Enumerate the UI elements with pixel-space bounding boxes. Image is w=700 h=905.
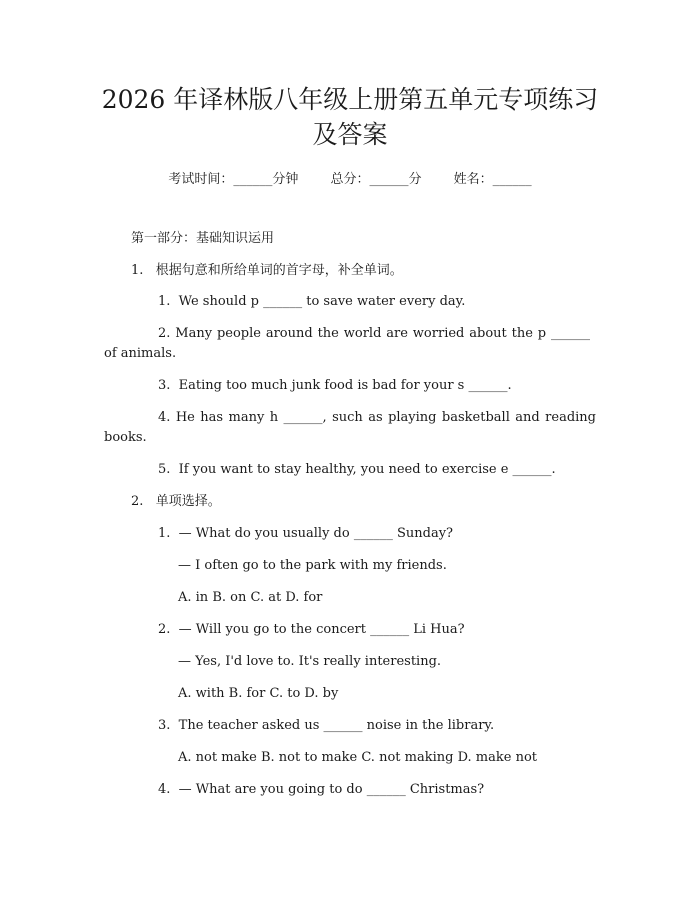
q1-item-4: 4. He has many h ______, such as playing basketball and reading xyxy=(158,410,596,425)
q1-item-2-continued: of animals. xyxy=(104,346,177,361)
question-1-heading: 1. 根据句意和所给单词的首字母，补全单词。 xyxy=(131,263,403,278)
q1-item-3: 3. Eating too much junk food is bad for your s ______. xyxy=(158,378,512,393)
q2-item-2-options: A. with B. for C. to D. by xyxy=(178,686,339,701)
q1-item-1: 1. We should p ______ to save water every day. xyxy=(158,294,466,309)
q2-item-4: 4. — What are you going to do ______ Christmas? xyxy=(158,782,485,797)
part-heading: 第一部分：基础知识运用 xyxy=(131,231,275,246)
q1-item-2: 2. Many people around the world are worried about the p ______ xyxy=(158,326,590,341)
q2-item-3-options: A. not make B. not to make C. not making D. make not xyxy=(178,750,537,765)
q2-item-1-options: A. in B. on C. at D. for xyxy=(178,590,323,605)
document-title-line-2: 及答案 xyxy=(312,120,388,149)
exam-meta xyxy=(0,168,700,187)
question-2-heading: 2. 单项选择。 xyxy=(131,494,221,509)
q2-item-3: 3. The teacher asked us ______ noise in the library. xyxy=(158,718,495,733)
exam-time: 考试时间：______分钟 xyxy=(168,172,299,187)
q1-item-5: 5. If you want to stay healthy, you need to exercise e ______. xyxy=(158,462,556,477)
q2-item-2: 2. — Will you go to the concert ______ Li Hua? xyxy=(158,622,465,637)
student-name: 姓名：______ xyxy=(453,172,532,187)
q2-item-2-answer: — Yes, I'd love to. It's really interesting. xyxy=(178,654,442,669)
q2-item-1: 1. — What do you usually do ______ Sunday? xyxy=(158,526,454,541)
document-title-line-1: 2026 年译林版八年级上册第五单元专项练习 xyxy=(101,85,599,114)
q1-item-4-continued: books. xyxy=(104,430,147,445)
total-score: 总分：______分 xyxy=(330,172,422,187)
q2-item-1-answer: — I often go to the park with my friends. xyxy=(178,558,447,573)
